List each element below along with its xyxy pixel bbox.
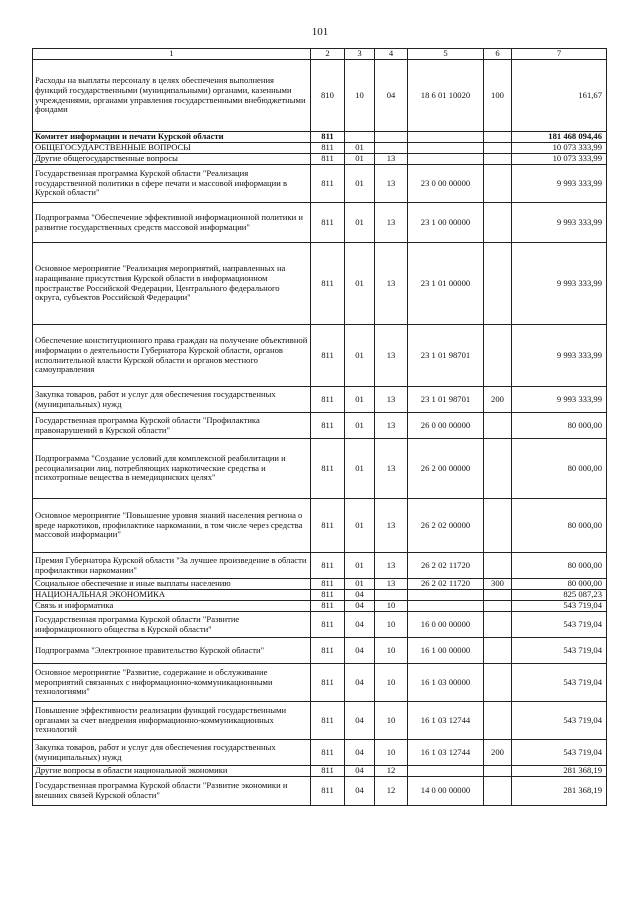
row-expense-type-cell: 300 — [484, 579, 512, 590]
row-target-cell: 18 6 01 10020 — [408, 60, 484, 132]
row-name-cell: Подпрограмма "Обеспечение эффективной информационной политики и развитие государственных средств массовой информации" — [33, 203, 311, 243]
row-expense-type-cell — [484, 154, 512, 165]
row-subsection-cell — [375, 143, 408, 154]
row-amount-cell: 181 468 094,46 — [512, 132, 607, 143]
row-section-cell: 04 — [345, 601, 375, 612]
row-name-cell: Социальное обеспечение и иные выплаты населению — [33, 579, 311, 590]
row-expense-type-cell — [484, 499, 512, 553]
row-subsection-cell: 10 — [375, 601, 408, 612]
row-target-cell: 14 0 00 00000 — [408, 777, 484, 806]
row-grbs-cell: 811 — [311, 154, 345, 165]
table-row — [33, 579, 607, 590]
row-name-cell: НАЦИОНАЛЬНАЯ ЭКОНОМИКА — [33, 590, 311, 601]
row-section-cell: 04 — [345, 766, 375, 777]
row-subsection-cell: 12 — [375, 766, 408, 777]
row-expense-type-cell — [484, 413, 512, 439]
row-expense-type-cell — [484, 590, 512, 601]
table-row — [33, 740, 607, 766]
row-subsection-cell: 10 — [375, 702, 408, 740]
row-target-cell — [408, 132, 484, 143]
row-amount-cell: 80 000,00 — [512, 499, 607, 553]
row-amount-cell: 80 000,00 — [512, 553, 607, 579]
row-expense-type-cell — [484, 553, 512, 579]
row-section-cell: 01 — [345, 165, 375, 203]
row-grbs-cell: 811 — [311, 579, 345, 590]
row-subsection-cell: 10 — [375, 740, 408, 766]
row-target-cell: 16 1 03 00000 — [408, 664, 484, 702]
row-amount-cell: 543 719,04 — [512, 664, 607, 702]
row-grbs-cell: 811 — [311, 203, 345, 243]
row-subsection-cell: 13 — [375, 243, 408, 325]
row-target-cell: 23 1 01 98701 — [408, 325, 484, 387]
row-subsection-cell: 10 — [375, 612, 408, 638]
row-grbs-cell: 811 — [311, 499, 345, 553]
row-name-cell: Связь и информатика — [33, 601, 311, 612]
row-amount-cell: 9 993 333,99 — [512, 243, 607, 325]
row-amount-cell: 9 993 333,99 — [512, 387, 607, 413]
row-grbs-cell: 811 — [311, 132, 345, 143]
row-expense-type-cell — [484, 132, 512, 143]
row-name-cell: Закупка товаров, работ и услуг для обеспечения государственных (муниципальных) нужд — [33, 740, 311, 766]
row-grbs-cell: 811 — [311, 664, 345, 702]
row-amount-cell: 543 719,04 — [512, 702, 607, 740]
row-section-cell: 10 — [345, 60, 375, 132]
table-row — [33, 439, 607, 499]
row-subsection-cell: 13 — [375, 553, 408, 579]
row-amount-cell: 543 719,04 — [512, 638, 607, 664]
row-grbs-cell: 811 — [311, 766, 345, 777]
table-row — [33, 664, 607, 702]
row-grbs-cell: 811 — [311, 612, 345, 638]
row-expense-type-cell — [484, 766, 512, 777]
row-amount-cell: 10 073 333,99 — [512, 143, 607, 154]
row-section-cell: 01 — [345, 143, 375, 154]
table-row — [33, 165, 607, 203]
table-row — [33, 154, 607, 165]
row-name-cell: Государственная программа Курской области "Профилактика правонарушений в Курской области" — [33, 413, 311, 439]
row-target-cell: 23 1 00 00000 — [408, 203, 484, 243]
row-name-cell: Премия Губернатора Курской области "За лучшее произведение в области профилактики наркомании" — [33, 553, 311, 579]
row-grbs-cell: 811 — [311, 601, 345, 612]
header-cell: 5 — [408, 49, 484, 60]
row-grbs-cell: 811 — [311, 590, 345, 601]
row-grbs-cell: 810 — [311, 60, 345, 132]
row-subsection-cell: 13 — [375, 325, 408, 387]
row-section-cell: 04 — [345, 612, 375, 638]
row-amount-cell: 825 087,23 — [512, 590, 607, 601]
table-row — [33, 143, 607, 154]
table-row — [33, 590, 607, 601]
row-amount-cell: 543 719,04 — [512, 601, 607, 612]
row-grbs-cell: 811 — [311, 740, 345, 766]
row-target-cell — [408, 766, 484, 777]
row-name-cell: Государственная программа Курской области "Реализация государственной политики в сфере печати и массовой информации в Курской области" — [33, 165, 311, 203]
row-expense-type-cell: 200 — [484, 740, 512, 766]
table-row — [33, 766, 607, 777]
row-section-cell: 01 — [345, 243, 375, 325]
row-expense-type-cell: 100 — [484, 60, 512, 132]
header-cell: 2 — [311, 49, 345, 60]
row-target-cell: 16 1 03 12744 — [408, 740, 484, 766]
table-row — [33, 638, 607, 664]
row-target-cell: 16 1 03 12744 — [408, 702, 484, 740]
row-grbs-cell: 811 — [311, 553, 345, 579]
row-grbs-cell: 811 — [311, 702, 345, 740]
header-cell: 3 — [345, 49, 375, 60]
row-amount-cell: 543 719,04 — [512, 740, 607, 766]
table-row — [33, 132, 607, 143]
row-amount-cell: 80 000,00 — [512, 413, 607, 439]
row-amount-cell: 161,67 — [512, 60, 607, 132]
row-name-cell: Основное мероприятие "Развитие, содержание и обслуживание мероприятий связанных с информационно-коммуникационными технологиями" — [33, 664, 311, 702]
table-row — [33, 243, 607, 325]
row-grbs-cell: 811 — [311, 165, 345, 203]
row-amount-cell: 9 993 333,99 — [512, 165, 607, 203]
row-section-cell: 01 — [345, 387, 375, 413]
row-subsection-cell: 13 — [375, 499, 408, 553]
row-grbs-cell: 811 — [311, 143, 345, 154]
row-target-cell: 26 2 00 00000 — [408, 439, 484, 499]
row-name-cell: Другие вопросы в области национальной экономики — [33, 766, 311, 777]
row-subsection-cell — [375, 590, 408, 601]
row-grbs-cell: 811 — [311, 325, 345, 387]
row-name-cell: Другие общегосударственные вопросы — [33, 154, 311, 165]
row-section-cell: 01 — [345, 413, 375, 439]
row-name-cell: Закупка товаров, работ и услуг для обеспечения государственных (муниципальных) нужд — [33, 387, 311, 413]
row-expense-type-cell — [484, 702, 512, 740]
row-target-cell: 26 0 00 00000 — [408, 413, 484, 439]
table-row — [33, 203, 607, 243]
row-section-cell: 01 — [345, 553, 375, 579]
row-target-cell: 26 2 02 11720 — [408, 553, 484, 579]
row-target-cell: 16 0 00 00000 — [408, 612, 484, 638]
row-subsection-cell: 10 — [375, 638, 408, 664]
table-row — [33, 60, 607, 132]
table-row — [33, 612, 607, 638]
row-expense-type-cell — [484, 638, 512, 664]
row-expense-type-cell — [484, 777, 512, 806]
table-row — [33, 777, 607, 806]
row-grbs-cell: 811 — [311, 387, 345, 413]
row-grbs-cell: 811 — [311, 638, 345, 664]
row-target-cell: 16 1 00 00000 — [408, 638, 484, 664]
row-expense-type-cell — [484, 203, 512, 243]
row-amount-cell: 281 368,19 — [512, 777, 607, 806]
row-amount-cell: 10 073 333,99 — [512, 154, 607, 165]
row-subsection-cell: 13 — [375, 579, 408, 590]
row-expense-type-cell — [484, 439, 512, 499]
header-cell: 6 — [484, 49, 512, 60]
row-expense-type-cell — [484, 243, 512, 325]
row-section-cell: 01 — [345, 439, 375, 499]
row-grbs-cell: 811 — [311, 777, 345, 806]
row-target-cell — [408, 154, 484, 165]
row-section-cell: 04 — [345, 590, 375, 601]
row-expense-type-cell — [484, 165, 512, 203]
row-subsection-cell: 13 — [375, 439, 408, 499]
row-expense-type-cell — [484, 601, 512, 612]
row-subsection-cell: 12 — [375, 777, 408, 806]
table-row — [33, 553, 607, 579]
row-expense-type-cell — [484, 664, 512, 702]
row-target-cell: 23 1 01 98701 — [408, 387, 484, 413]
table-row — [33, 387, 607, 413]
table-row — [33, 601, 607, 612]
row-name-cell: Обеспечение конституционного права граждан на получение объективной информации о деятельности Губернатора Курской области, органов исполнительной власти Курской области и органов местного самоуправления — [33, 325, 311, 387]
row-amount-cell: 9 993 333,99 — [512, 203, 607, 243]
row-section-cell: 04 — [345, 740, 375, 766]
table-row — [33, 499, 607, 553]
row-target-cell — [408, 601, 484, 612]
table-header-row — [33, 49, 607, 60]
row-name-cell: Основное мероприятие "Реализация мероприятий, направленных на наращивание присутствия Курской области в информационном пространстве Российской Федерации, Центрального федерального округа, субъектов Российской Федерации" — [33, 243, 311, 325]
row-section-cell: 04 — [345, 777, 375, 806]
row-section-cell: 01 — [345, 579, 375, 590]
row-amount-cell: 80 000,00 — [512, 579, 607, 590]
row-section-cell: 04 — [345, 638, 375, 664]
row-expense-type-cell — [484, 612, 512, 638]
row-name-cell: Основное мероприятие "Повышение уровня знаний населения региона о вреде наркотиков, профилактике наркомании, в том числе через средства массовой информации" — [33, 499, 311, 553]
row-section-cell: 01 — [345, 203, 375, 243]
row-name-cell: Повышение эффективности реализации функций государственными органами за счет внедрения информационно-коммуникационных технологий — [33, 702, 311, 740]
row-amount-cell: 543 719,04 — [512, 612, 607, 638]
row-section-cell — [345, 132, 375, 143]
row-name-cell: ОБЩЕГОСУДАРСТВЕННЫЕ ВОПРОСЫ — [33, 143, 311, 154]
table-row — [33, 413, 607, 439]
row-expense-type-cell — [484, 143, 512, 154]
row-subsection-cell: 13 — [375, 413, 408, 439]
row-amount-cell: 80 000,00 — [512, 439, 607, 499]
table-row — [33, 325, 607, 387]
row-section-cell: 01 — [345, 154, 375, 165]
row-amount-cell: 9 993 333,99 — [512, 325, 607, 387]
header-cell: 1 — [33, 49, 311, 60]
row-grbs-cell: 811 — [311, 243, 345, 325]
row-expense-type-cell: 200 — [484, 387, 512, 413]
row-name-cell: Комитет информации и печати Курской области — [33, 132, 311, 143]
row-expense-type-cell — [484, 325, 512, 387]
row-subsection-cell: 13 — [375, 165, 408, 203]
row-section-cell: 01 — [345, 499, 375, 553]
row-target-cell: 23 0 00 00000 — [408, 165, 484, 203]
page-number: 101 — [311, 26, 329, 38]
row-amount-cell: 281 368,19 — [512, 766, 607, 777]
row-target-cell: 26 2 02 00000 — [408, 499, 484, 553]
row-target-cell — [408, 590, 484, 601]
row-subsection-cell — [375, 132, 408, 143]
row-grbs-cell: 811 — [311, 413, 345, 439]
row-subsection-cell: 04 — [375, 60, 408, 132]
header-cell: 7 — [512, 49, 607, 60]
row-grbs-cell: 811 — [311, 439, 345, 499]
table-row — [33, 702, 607, 740]
row-section-cell: 04 — [345, 664, 375, 702]
row-target-cell: 23 1 01 00000 — [408, 243, 484, 325]
row-subsection-cell: 10 — [375, 664, 408, 702]
row-subsection-cell: 13 — [375, 203, 408, 243]
budget-table — [32, 48, 607, 806]
row-subsection-cell: 13 — [375, 387, 408, 413]
row-name-cell: Расходы на выплаты персоналу в целях обеспечения выполнения функций государственными (муниципальными) органами, казенными учреждениями, органами управления государственными внебюджетными фондами — [33, 60, 311, 132]
row-name-cell: Подпрограмма "Создание условий для комплексной реабилитации и ресоциализации лиц, потребляющих наркотические средства и психотропные вещества в немедицинских целях" — [33, 439, 311, 499]
row-name-cell: Государственная программа Курской области "Развитие экономики и внешних связей Курской области" — [33, 777, 311, 806]
row-section-cell: 04 — [345, 702, 375, 740]
row-target-cell: 26 2 02 11720 — [408, 579, 484, 590]
row-section-cell: 01 — [345, 325, 375, 387]
row-target-cell — [408, 143, 484, 154]
header-cell: 4 — [375, 49, 408, 60]
row-name-cell: Подпрограмма "Электронное правительство Курской области" — [33, 638, 311, 664]
row-subsection-cell: 13 — [375, 154, 408, 165]
row-name-cell: Государственная программа Курской области "Развитие информационного общества в Курской области" — [33, 612, 311, 638]
